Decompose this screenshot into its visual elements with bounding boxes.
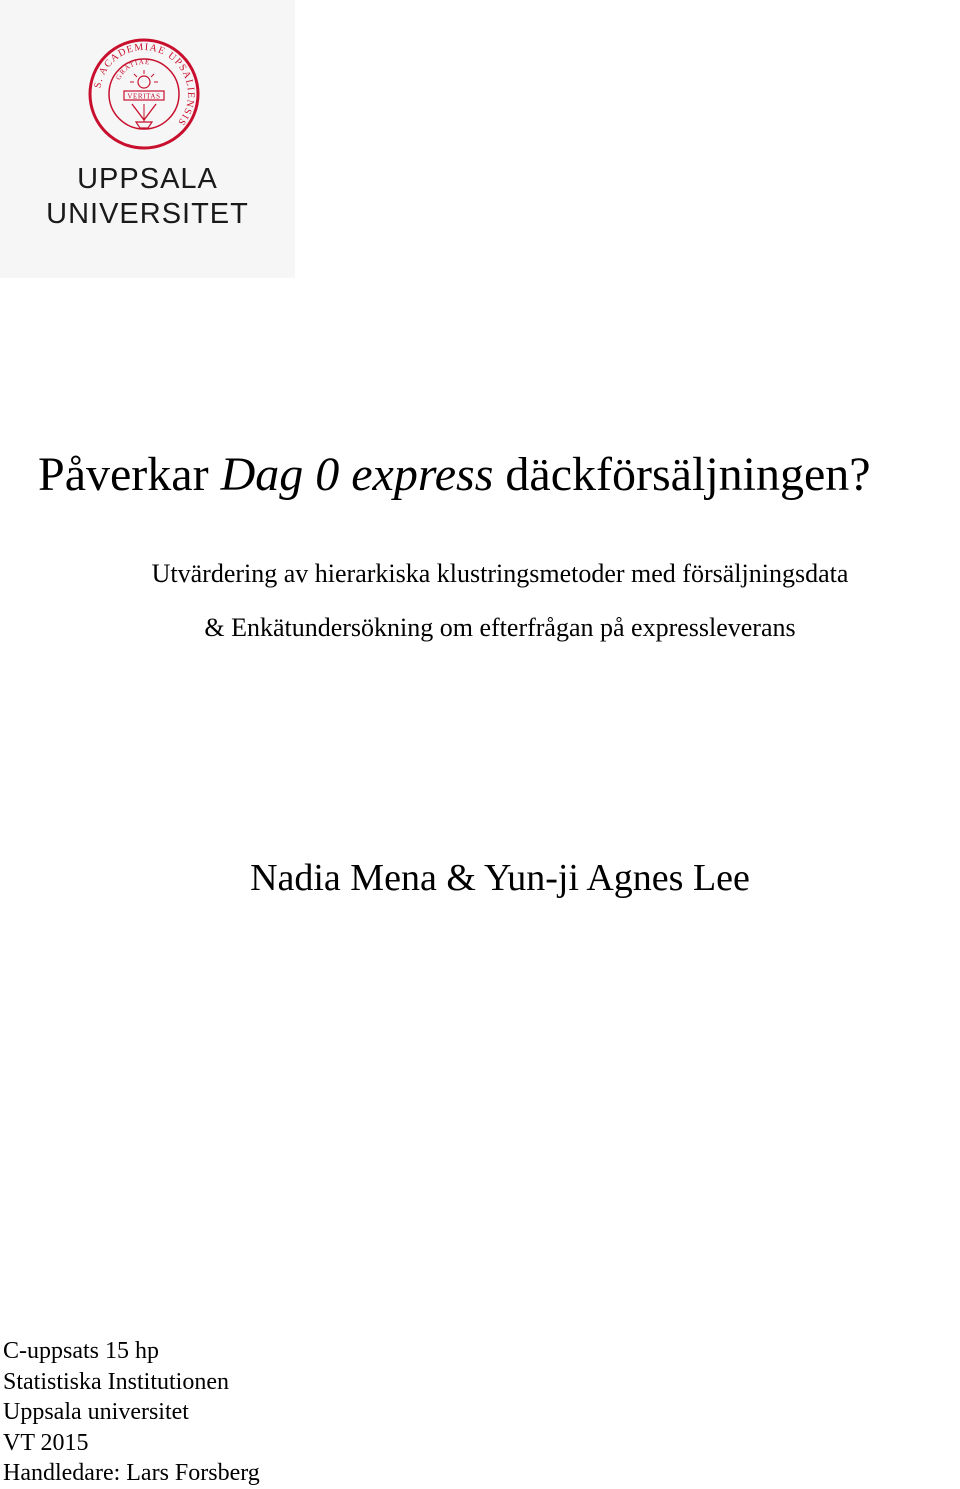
footer-term: VT 2015: [3, 1429, 89, 1456]
footer-department: Statistiska Institutionen: [3, 1368, 229, 1395]
thesis-footer: [3, 1336, 260, 1489]
title-part-2: däckförsäljningen?: [493, 448, 871, 501]
footer-university: Uppsala universitet: [3, 1399, 189, 1425]
svg-text:GRATIAE: GRATIAE: [114, 57, 151, 82]
logo-text-uppsala: UPPSALA: [77, 163, 218, 195]
svg-text:S. ACADEMIAE UPSALIENSIS: S. ACADEMIAE UPSALIENSIS: [92, 41, 197, 128]
logo-text-universitet: UNIVERSITET: [46, 198, 249, 230]
subtitle-line-1: Utvärdering av hierarkiska klustringsmetoder med försäljningsdata: [151, 559, 849, 588]
title-italic: Dag 0 express: [220, 448, 494, 501]
thesis-title: [38, 446, 871, 504]
title-part-1: Påverkar: [38, 448, 221, 501]
svg-text:VERITAS: VERITAS: [127, 92, 161, 101]
subtitle-line-2: & Enkätundersökning om efterfrågan på expressleverans: [204, 613, 796, 642]
footer-course: C-uppsats 15 hp: [3, 1338, 159, 1364]
authors: Nadia Mena & Yun-ji Agnes Lee: [250, 857, 750, 899]
footer-supervisor: Handledare: Lars Forsberg: [3, 1460, 260, 1486]
university-seal-icon: [88, 38, 200, 150]
university-logo: [0, 0, 295, 278]
